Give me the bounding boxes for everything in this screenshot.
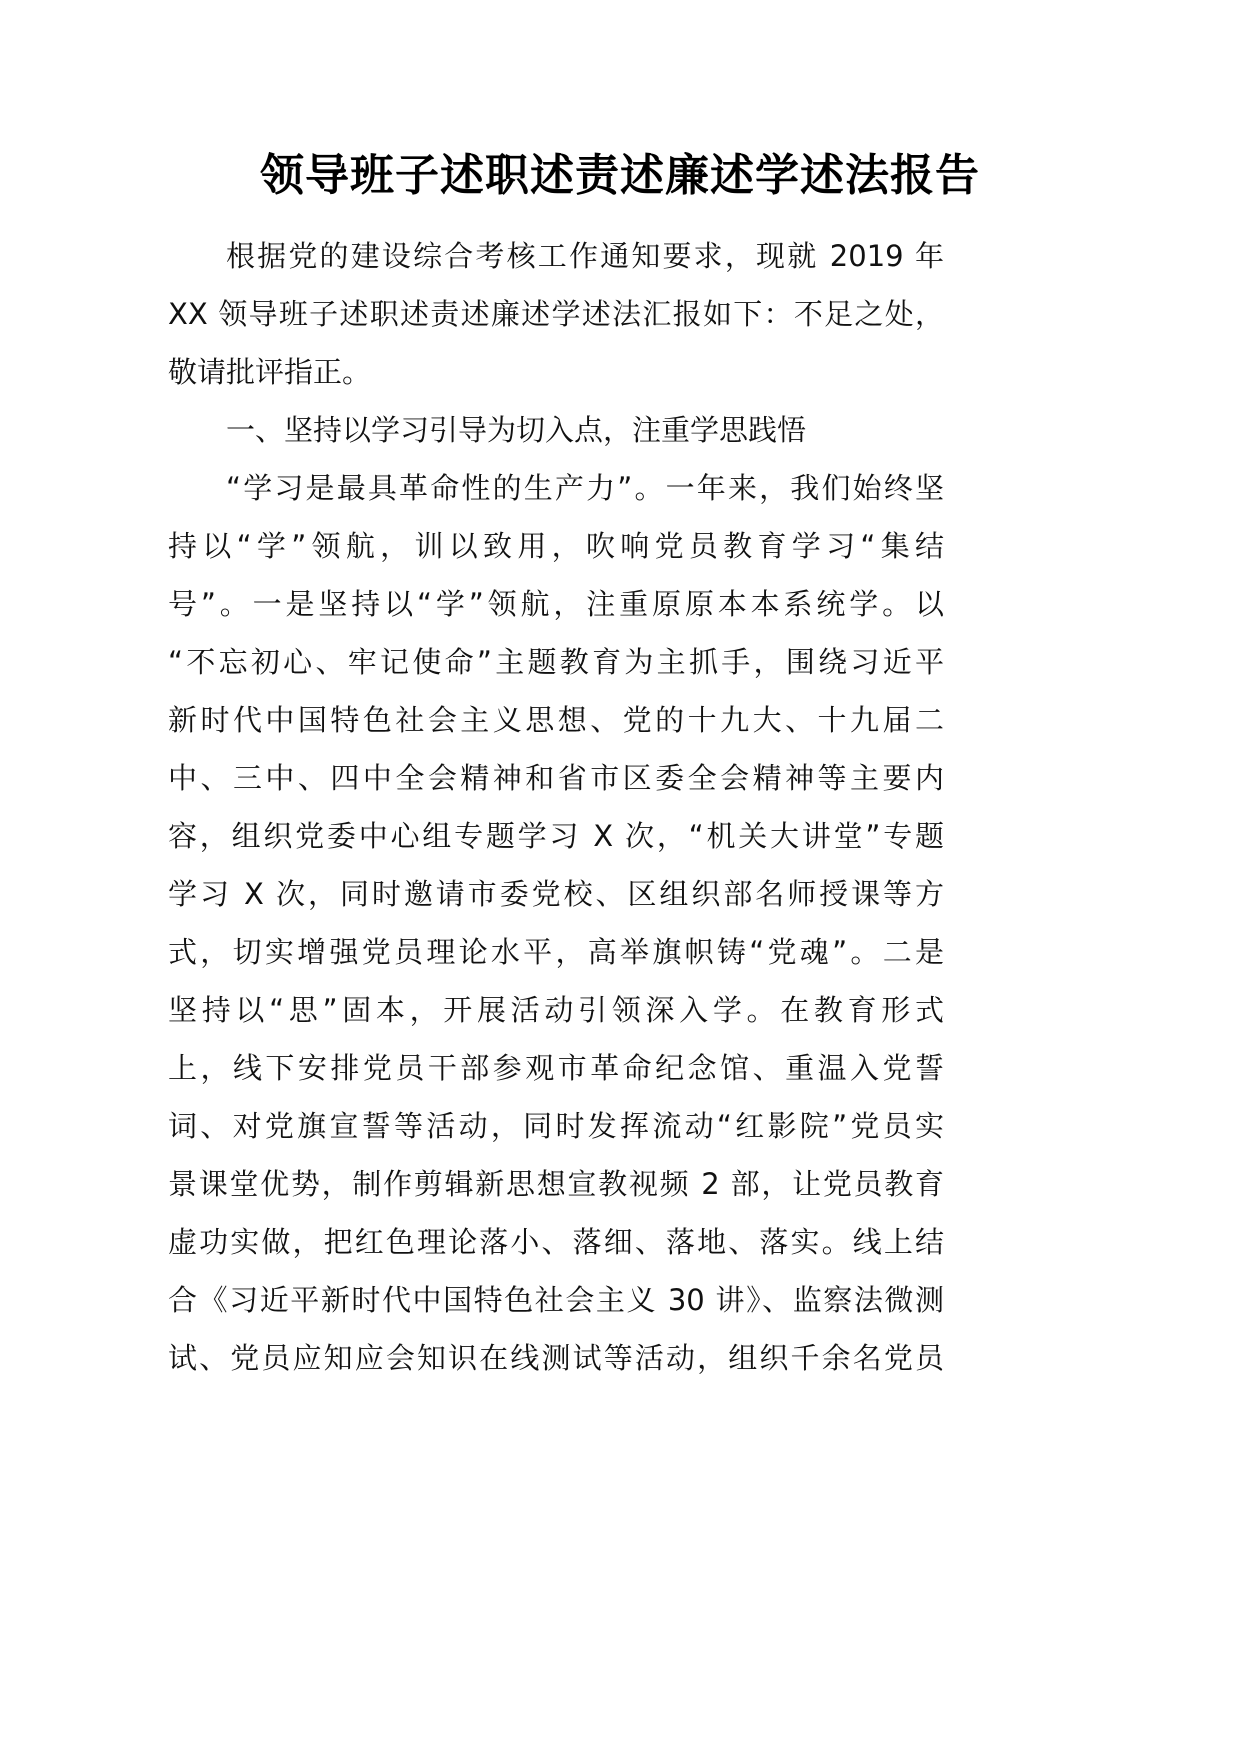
paragraph-line: 新时代中国特色社会主义思想、党的十九大、十九届二: [168, 703, 944, 737]
paragraph-line: 词、对党旗宣誓等活动，同时发挥流动“红影院”党员实: [168, 1109, 944, 1143]
paragraph-line: 上，线下安排党员干部参观市革命纪念馆、重温入党誓: [168, 1051, 944, 1085]
section-heading: 一、坚持以学习引导为切入点，注重学思践悟: [226, 413, 807, 447]
paragraph-line: 敬请批评指正。: [168, 355, 372, 389]
document-title: 领导班子述职述责述廉述学述法报告: [260, 150, 980, 201]
paragraph-line: 试、党员应知应会知识在线测试等活动，组织千余名党员: [168, 1341, 944, 1375]
paragraph-line: “不忘初心、牢记使命”主题教育为主抓手，围绕习近平: [168, 645, 944, 679]
paragraph-line: 合《习近平新时代中国特色社会主义 30 讲》、监察法微测: [168, 1283, 944, 1317]
paragraph-line: 根据党的建设综合考核工作通知要求，现就 2019 年: [226, 239, 944, 273]
paragraph-line: 号”。一是坚持以“学”领航，注重原原本本系统学。以: [168, 587, 944, 621]
paragraph-line: “学习是最具革命性的生产力”。一年来，我们始终坚: [226, 471, 944, 505]
paragraph-line: 虚功实做，把红色理论落小、落细、落地、落实。线上结: [168, 1225, 944, 1259]
paragraph-line: XX 领导班子述职述责述廉述学述法汇报如下：不足之处，: [168, 297, 944, 331]
paragraph-line: 坚持以“思”固本，开展活动引领深入学。在教育形式: [168, 993, 944, 1027]
paragraph-line: 中、三中、四中全会精神和省市区委全会精神等主要内: [168, 761, 944, 795]
paragraph-line: 容，组织党委中心组专题学习 X 次，“机关大讲堂”专题: [168, 819, 944, 853]
paragraph-line: 式，切实增强党员理论水平，高举旗帜铸“党魂”。二是: [168, 935, 944, 969]
paragraph-line: 景课堂优势，制作剪辑新思想宣教视频 2 部，让党员教育: [168, 1167, 944, 1201]
paragraph-line: 学习 X 次，同时邀请市委党校、区组织部名师授课等方: [168, 877, 944, 911]
paragraph-line: 持以“学”领航，训以致用，吹响党员教育学习“集结: [168, 529, 944, 563]
